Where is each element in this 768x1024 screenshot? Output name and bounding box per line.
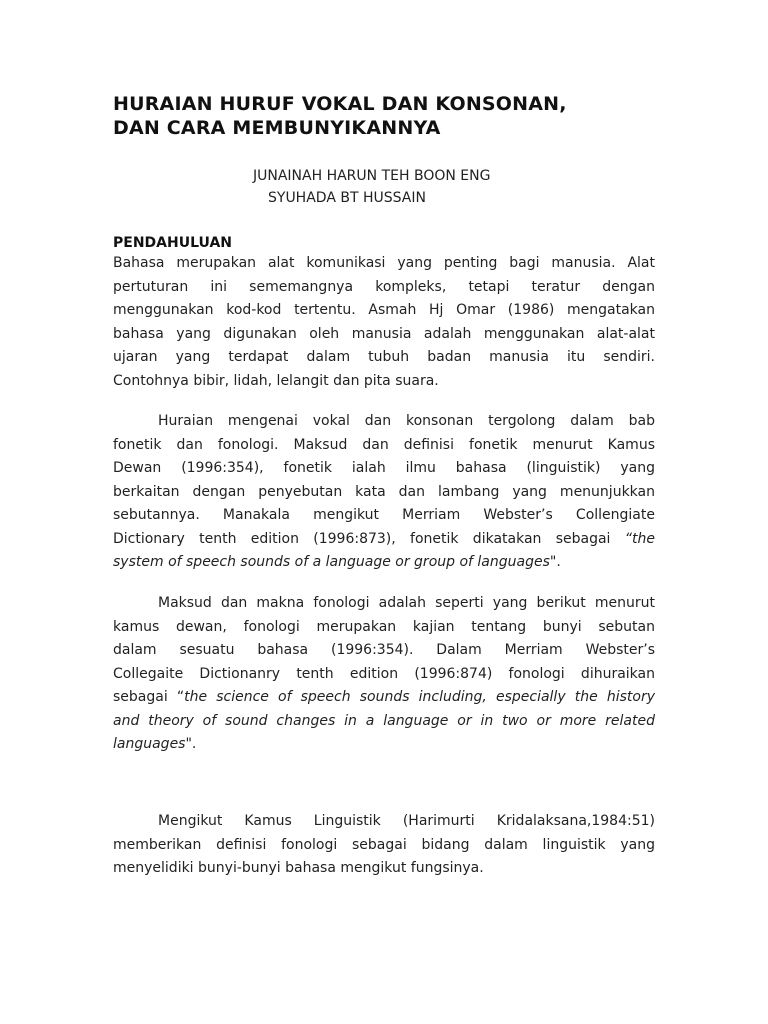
sentence-end: . bbox=[556, 554, 561, 570]
paragraph-3-line: Collegaite Dictionanry tenth edition (1996:874) fonologi dihuraikan bbox=[113, 665, 655, 682]
paragraph-4-line: menyelidiki bunyi-bunyi bahasa mengikut fungsinya. bbox=[113, 860, 484, 876]
paragraph-3-line bbox=[113, 686, 655, 710]
paragraph-3-line: dalam sesuatu bahasa (1996:354). Dalam Merriam Webster’s bbox=[113, 642, 655, 658]
paragraph-1-line: menggunakan kod-kod tertentu. Asmah Hj Omar (1986) mengatakan bbox=[113, 302, 655, 318]
paragraph-2-line: fonetik dan fonologi. Maksud dan definisi fonetik menurut Kamus bbox=[113, 436, 655, 453]
paragraph-2-line: berkaitan dengan penyebutan kata dan lambang yang menunjukkan bbox=[113, 483, 655, 500]
paragraph-1-line: Bahasa merupakan alat komunikasi yang penting bagi manusia. Alat bbox=[113, 255, 655, 271]
paragraph-4 bbox=[113, 810, 655, 881]
document-title bbox=[113, 92, 673, 140]
paragraph-4-line: Mengikut Kamus Linguistik (Harimurti Kridalaksana,1984:51) bbox=[158, 813, 655, 829]
paragraph-1-line: pertuturan ini sememangnya kompleks, tetapi teratur dengan bbox=[113, 278, 655, 295]
fonologi-definition-quote-end: languages" bbox=[113, 736, 192, 752]
paragraph-1-line: bahasa yang digunakan oleh manusia adalah menggunakan alat-alat bbox=[113, 325, 655, 342]
section-heading: PENDAHULUAN bbox=[113, 235, 232, 251]
paragraph-3-line-5-text: sebagai “ bbox=[113, 689, 185, 705]
paragraph-2-line: Huraian mengenai vokal dan konsonan tergolong dalam bab bbox=[158, 413, 655, 429]
paragraph-3-line bbox=[113, 733, 655, 757]
title-line-1: HURAIAN HURUF VOKAL DAN KONSONAN, bbox=[113, 93, 567, 115]
paragraph-1-line: Contohnya bibir, lidah, lelangit dan pita suara. bbox=[113, 372, 439, 389]
sentence-end: . bbox=[191, 736, 197, 752]
paragraph-1-line: ujaran yang terdapat dalam tubuh badan manusia itu sendiri. bbox=[113, 349, 655, 365]
paragraph-3-line bbox=[113, 710, 655, 734]
fonologi-definition-quote: the science of speech sounds including, especially the history bbox=[184, 689, 655, 705]
paragraph-1 bbox=[113, 252, 655, 393]
paragraph-2 bbox=[113, 410, 655, 575]
paragraph-3-line: Maksud dan makna fonologi adalah seperti yang berikut menurut bbox=[158, 595, 655, 611]
paragraph-4-line: memberikan definisi fonologi sebagai bidang dalam linguistik yang bbox=[113, 836, 655, 853]
quote-open: “the bbox=[624, 530, 655, 547]
fonologi-definition-quote-cont: and theory of sound changes in a language or in two or more related bbox=[113, 712, 655, 729]
paragraph-3 bbox=[113, 592, 655, 757]
paragraph-2-line bbox=[113, 551, 655, 575]
author-line-1: JUNAINAH HARUN TEH BOON ENG bbox=[253, 168, 491, 184]
title-line-2: DAN CARA MEMBUNYIKANNYA bbox=[113, 117, 441, 139]
paragraph-2-line: sebutannya. Manakala mengikut Merriam Webster’s Collengiate bbox=[113, 507, 655, 523]
paragraph-2-line: Dewan (1996:354), fonetik ialah ilmu bahasa (linguistik) yang bbox=[113, 460, 655, 476]
paragraph-3-line: kamus dewan, fonologi merupakan kajian tentang bunyi sebutan bbox=[113, 618, 655, 635]
fonetik-definition-quote: system of speech sounds of a language or group of languages" bbox=[113, 554, 557, 570]
paragraph-2-line-6-text: Dictionary tenth edition (1996:873), fonetik dikatakan sebagai bbox=[113, 530, 625, 547]
paragraph-2-line bbox=[113, 528, 655, 552]
author-line-2: SYUHADA BT HUSSAIN bbox=[268, 190, 426, 206]
